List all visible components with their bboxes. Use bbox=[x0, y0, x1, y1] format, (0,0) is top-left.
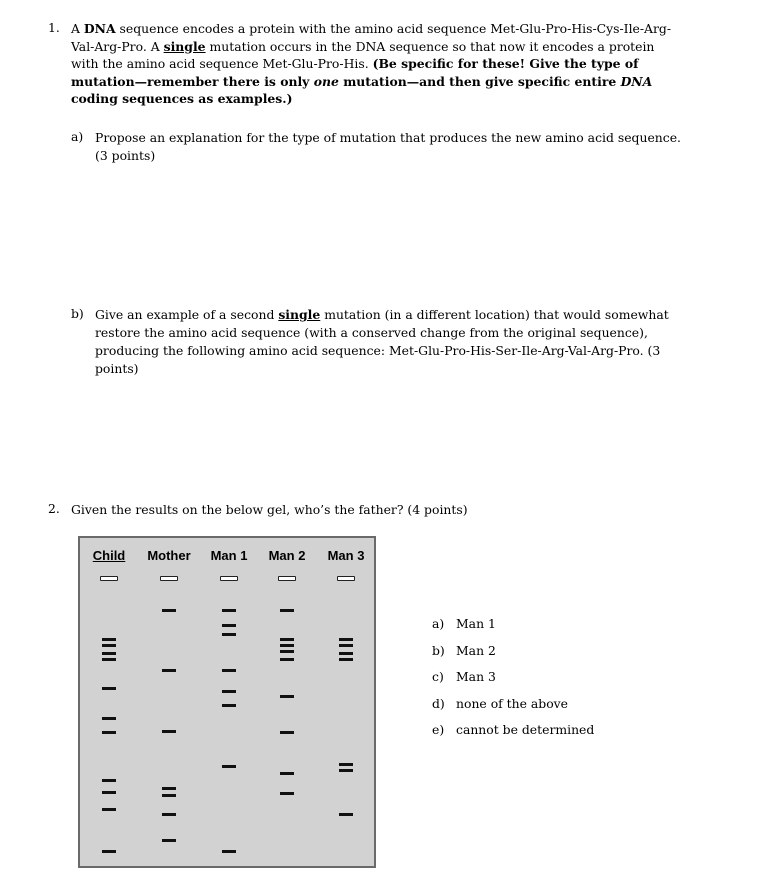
gel-band bbox=[102, 808, 116, 811]
lane-label-man-1: Man 1 bbox=[210, 548, 248, 563]
gel-band bbox=[102, 779, 116, 782]
choice-c[interactable]: c) Man 3 bbox=[432, 669, 496, 684]
gel-band bbox=[162, 669, 176, 672]
gel-well bbox=[278, 576, 296, 581]
choice-a[interactable]: a) Man 1 bbox=[432, 616, 496, 631]
gel-band bbox=[162, 609, 176, 612]
part-b-label: b) bbox=[71, 306, 84, 321]
gel-band bbox=[339, 763, 353, 766]
gel-band bbox=[162, 787, 176, 790]
gel-band bbox=[222, 704, 236, 707]
gel-band bbox=[102, 638, 116, 641]
gel-band bbox=[162, 730, 176, 733]
choice-d[interactable]: d) none of the above bbox=[432, 696, 569, 711]
gel-band bbox=[162, 839, 176, 842]
gel-band bbox=[222, 609, 236, 612]
gel-band bbox=[222, 690, 236, 693]
gel-well bbox=[220, 576, 238, 581]
part-a-label: a) bbox=[71, 129, 84, 144]
gel-band bbox=[162, 813, 176, 816]
gel-band bbox=[222, 633, 236, 636]
question-1-text: A DNA sequence encodes a protein with the amino acid sequence Met-Glu-Pro-His-Cys-Ile-Arg-Val-Arg-Pro. A single mutation occurs in the DNA sequence so that now it encodes a protein with the amino acid sequence Met-Glu-Pro-His. (Be specific for these! Give the type of mutation—remember there is only one mutation—and then give specific entire DNA coding sequences as examples.) bbox=[71, 21, 672, 106]
gel-band bbox=[162, 794, 176, 797]
gel-band bbox=[222, 765, 236, 768]
gel-band bbox=[222, 624, 236, 627]
gel-band bbox=[339, 658, 353, 661]
gel-band bbox=[339, 652, 353, 655]
choice-e[interactable]: e) cannot be determined bbox=[432, 722, 595, 737]
gel-well bbox=[100, 576, 118, 581]
choice-b[interactable]: b) Man 2 bbox=[432, 643, 496, 658]
gel-band bbox=[280, 638, 294, 641]
lane-label-child: Child bbox=[92, 548, 126, 563]
gel-band bbox=[280, 772, 294, 775]
gel-well bbox=[337, 576, 355, 581]
gel-band bbox=[102, 791, 116, 794]
gel-band bbox=[102, 717, 116, 720]
gel-band bbox=[102, 658, 116, 661]
gel-well bbox=[160, 576, 178, 581]
gel-band bbox=[339, 638, 353, 641]
lane-label-mother: Mother bbox=[147, 548, 191, 563]
gel-band bbox=[280, 650, 294, 653]
part-a-text: Propose an explanation for the type of mutation that produces the new amino acid sequence. (3 points) bbox=[95, 130, 681, 163]
gel-band bbox=[280, 644, 294, 647]
gel-band bbox=[339, 813, 353, 816]
lane-label-man-3: Man 3 bbox=[327, 548, 365, 563]
gel-band bbox=[280, 609, 294, 612]
question-1-number: 1. bbox=[48, 20, 60, 35]
gel-band bbox=[102, 687, 116, 690]
gel-band bbox=[102, 652, 116, 655]
lane-label-man-2: Man 2 bbox=[268, 548, 306, 563]
question-2-number: 2. bbox=[48, 501, 60, 516]
question-2-text: Given the results on the below gel, who’s the father? (4 points) bbox=[71, 502, 468, 517]
gel-band bbox=[102, 644, 116, 647]
gel-band bbox=[339, 769, 353, 772]
gel-band bbox=[280, 658, 294, 661]
gel-band bbox=[280, 792, 294, 795]
part-b-text: Give an example of a second single mutation (in a different location) that would somewhat restore the amino acid sequence (with a conserved change from the original sequence), producing the following amino acid sequence: Met-Glu-Pro-His-Ser-Ile-Arg-Val-Arg-Pro. (3 points) bbox=[95, 307, 669, 376]
gel-band bbox=[102, 731, 116, 734]
gel-band bbox=[222, 850, 236, 853]
gel-band bbox=[280, 695, 294, 698]
gel-band bbox=[280, 731, 294, 734]
gel-electrophoresis-figure bbox=[78, 536, 376, 868]
gel-band bbox=[339, 644, 353, 647]
gel-band bbox=[222, 669, 236, 672]
gel-band bbox=[102, 850, 116, 853]
